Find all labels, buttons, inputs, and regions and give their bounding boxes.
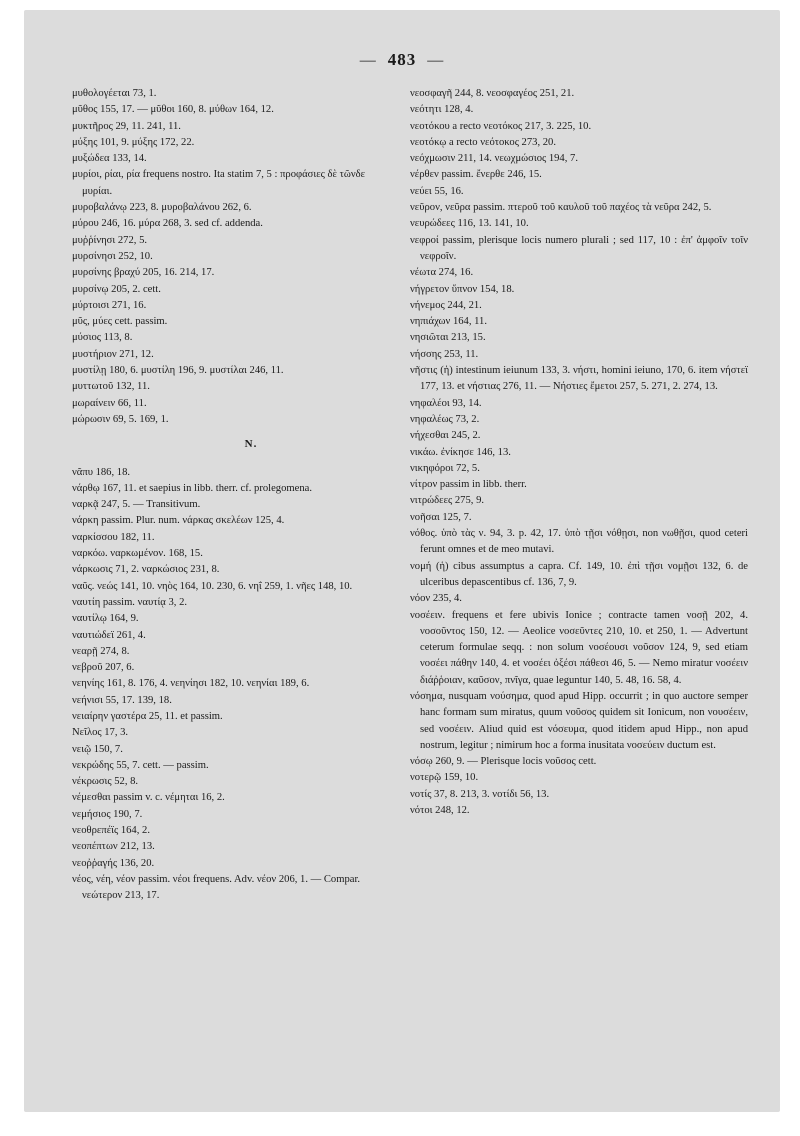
index-entry: ναῦς. νεώς 141, 10. νηὸς 164, 10. 230, 6. νηΐ 259, 1. νῆες 148, 10. — [72, 580, 353, 592]
index-entry: μύσιος 113, 8. — [72, 332, 133, 344]
section-letter: N. — [244, 438, 258, 451]
index-entry: μυστήριον 271, 12. — [72, 348, 154, 360]
index-entry: νόον 235, 4. — [410, 593, 462, 605]
index-entry: νεοῤῥαγής 136, 20. — [72, 857, 155, 869]
page-number: 483 — [387, 50, 417, 69]
index-entry: νειαίρην γαστέρα 25, 11. et passim. — [72, 710, 223, 722]
index-entry: ναυτίλῳ 164, 9. — [72, 613, 139, 625]
page-header — [24, 50, 780, 70]
index-entry: νεβροῦ 207, 6. — [72, 662, 135, 674]
index-entry: νεοτόκῳ a recto νεότοκος 273, 20. — [410, 136, 556, 148]
index-entry: ναρκίσσου 182, 11. — [72, 531, 155, 543]
index-entry: νήγρετον ὕπνον 154, 18. — [410, 283, 515, 295]
index-entry: νεφροί passim, plerisque locis numero plurali ; sed 117, 10 : ἐπ' ἀμφοῖν τοῖν νεφροῖν. — [410, 234, 748, 262]
index-entry: νέκρωσις 52, 8. — [72, 776, 139, 788]
header-dash-right: — — [427, 52, 445, 69]
index-entry: νεοθρεπέϊς 164, 2. — [72, 825, 150, 837]
index-entry: νέωτα 274, 16. — [410, 267, 474, 279]
index-entry: νόθος. ὑπὸ τὰς ν. 94, 3. p. 42, 17. ὑπὸ τῇσι νόθῃσι, non νωθῇσι, quod ceteri ferunt omnes et de meo mutavi. — [410, 528, 748, 556]
index-entry: νοτίς 37, 8. 213, 3. νοτίδι 56, 13. — [410, 788, 550, 800]
index-entry: νέρθεν passim. ἔνερθε 246, 15. — [410, 169, 542, 181]
index-entry: νέος, νέη, νέον passim. νέοι frequens. Adv. νέον 206, 1. — Compar. νεώτερον 213, 17. — [72, 873, 361, 902]
index-entry: νικάω. ἐνίκησε 146, 13. — [410, 446, 511, 458]
right-column — [410, 86, 748, 819]
index-entry: νεκρώδης 55, 7. cett. — passim. — [72, 759, 209, 771]
index-entry: νόσημα, nusquam νούσημα, quod apud Hipp. occurrit ; in quo auctore semper hanc formam sum miratus, quum νοῦσος quidem sit Ionicum, non νουσέειν, sed νοσέειν. Aliud quid est νόσευμα, quod itidem apud Hipp., non apud nostrum, legitur ; nimirum hoc a forma inusitata νοσεύειν ductum est. — [410, 690, 748, 751]
index-entry: νεοπέπτων 212, 13. — [72, 841, 155, 853]
index-entry: νεύει 55, 16. — [410, 185, 464, 197]
index-entry: νεοτόκου a recto νεοτόκος 217, 3. 225, 10. — [410, 120, 592, 132]
index-entry: νᾶπυ 186, 18. — [72, 466, 131, 478]
index-entry: νάρθῳ 167, 11. et saepius in libb. therr. cf. prolegomena. — [72, 482, 312, 494]
index-entry: μυρίοι, ρίαι, ρία frequens nostro. Ita statim 7, 5 : προφάσιες δὲ τῶνδε μυρίαι. — [72, 169, 366, 197]
index-entry: νήχεσθαι 245, 2. — [410, 430, 481, 442]
index-entry: νειῷ 150, 7. — [72, 743, 123, 755]
index-entry: νόσῳ 260, 9. — Plerisque locis νοῦσος cett. — [410, 756, 597, 768]
index-entry: νεαρῇ 274, 8. — [72, 645, 130, 657]
index-entry: μυρσίνησι 252, 10. — [72, 250, 153, 262]
index-entry: μώρωσιν 69, 5. 169, 1. — [72, 413, 169, 425]
index-entry: νῆστις (ἡ) intestinum ieiunum 133, 3. νήστι, homini ieiuno, 170, 6. item νήστεϊ 177, 13. et νήστιας 276, 11. — Νήστιες ἔμετοι 257, 5. 271, 2. 274, 13. — [410, 365, 748, 393]
index-entry: μυροβαλάνῳ 223, 8. μυροβαλάνου 262, 6. — [72, 202, 252, 214]
index-entry: νεήνισι 55, 17. 139, 18. — [72, 694, 172, 706]
index-entry: νεοσφαγῆ 244, 8. νεοσφαγέος 251, 21. — [410, 88, 575, 99]
index-entry: μυρσίνῳ 205, 2. cett. — [72, 283, 161, 295]
index-entry: νευρώδεες 116, 13. 141, 10. — [410, 218, 529, 230]
index-entry: νήσσης 253, 11. — [410, 348, 479, 360]
index-entry: μῦθος 155, 17. — μῦθοι 160, 8. μύθων 164, 12. — [72, 104, 274, 116]
index-entry: μυστίλῃ 180, 6. μυστίλη 196, 9. μυστίλαι 246, 11. — [72, 365, 284, 377]
index-entry: μύρτοισι 271, 16. — [72, 299, 147, 311]
index-entry: μῦς, μύες cett. passim. — [72, 316, 168, 328]
index-entry: Νεῖλος 17, 3. — [72, 727, 129, 739]
index-entry: νότοι 248, 12. — [410, 805, 470, 817]
index-entry: μυρσίνης βραχύ 205, 16. 214, 17. — [72, 267, 215, 279]
index-entry: μυθολογέεται 73, 1. — [72, 88, 157, 99]
index-entry: νοῆσαι 125, 7. — [410, 511, 472, 523]
index-entry: νοσέειν. frequens et fere ubivis Ionice ; contracte tamen νοσῇ 202, 4. νοσοῦντος 150, 12. — Aeolice νοσεῦντες 210, 10. et 250, 1. — Advertunt ceterum formulae seqq. : non solum νοσέουσι νοῦσον 124, 9, sed etiam νοσέει πάθην 140, 4. et νοσέει ὀξέσι πάθεσι 46, 5. — Nemo miratur νοσέειν διάῤῥοιαν, καῦσον, πνῖγα, quae leguntur 140, 5. 48, 16. 58, 4. — [410, 609, 748, 686]
index-entry: νοτερῷ 159, 10. — [410, 772, 479, 784]
index-entry: μύξης 101, 9. μύξης 172, 22. — [72, 136, 195, 148]
index-entry: μυκτῆρος 29, 11. 241, 11. — [72, 120, 181, 132]
index-entry: νικηφόροι 72, 5. — [410, 462, 480, 474]
document-page — [24, 10, 780, 1112]
index-entry: νίτρον passim in libb. therr. — [410, 479, 527, 491]
index-entry: νιτρώδεες 275, 9. — [410, 495, 485, 507]
index-entry: μυῤῥίνησι 272, 5. — [72, 234, 148, 246]
left-column — [72, 86, 390, 905]
index-entry: νησιῶται 213, 15. — [410, 332, 486, 344]
index-entry: νήνεμος 244, 21. — [410, 299, 482, 311]
index-entry: ναυτίη passim. ναυτίᾳ 3, 2. — [72, 596, 188, 608]
index-entry: νάρκωσις 71, 2. ναρκώσιος 231, 8. — [72, 564, 220, 576]
index-entry: νεμήσιος 190, 7. — [72, 808, 143, 820]
index-entry: ναρκόω. ναρκωμένον. 168, 15. — [72, 548, 203, 560]
index-entry: νηπιάχων 164, 11. — [410, 316, 487, 328]
index-entry: μωραίνειν 66, 11. — [72, 397, 147, 409]
index-entry: νεόχμωσιν 211, 14. νεωχμώσιος 194, 7. — [410, 153, 578, 165]
index-entry: νηφαλέως 73, 2. — [410, 413, 480, 425]
index-entry: μυττωτοῦ 132, 11. — [72, 381, 150, 393]
index-entry: νομή (ἡ) cibus assumptus a capra. Cf. 149, 10. ἐπὶ τῇσι νομῇσι 132, 6. de ulceribus depascentibus cf. 136, 7, 9. — [410, 560, 748, 588]
index-entry: νηφαλέοι 93, 14. — [410, 397, 482, 409]
index-entry: νεῦρον, νεῦρα passim. πτεροῦ τοῦ καυλοῦ τοῦ παχέος τὰ νεῦρα 242, 5. — [410, 202, 712, 214]
index-entry: νεότητι 128, 4. — [410, 104, 474, 116]
index-entry: ναρκᾷ 247, 5. — Transitivum. — [72, 499, 201, 511]
index-entry: μύρου 246, 16. μύρα 268, 3. sed cf. addenda. — [72, 218, 263, 230]
index-entry: νεηνίης 161, 8. 176, 4. νεηνίησι 182, 10. νεηνίαι 189, 6. — [72, 678, 310, 690]
index-entry: ναυτιώδεϊ 261, 4. — [72, 629, 146, 641]
index-entry: νέμεσθαι passim v. c. νέμηται 16, 2. — [72, 792, 225, 804]
index-entry: νάρκη passim. Plur. num. νάρκας σκελέων 125, 4. — [72, 515, 285, 527]
header-dash-left: — — [359, 52, 377, 69]
index-entry: μυξώδεα 133, 14. — [72, 153, 147, 165]
